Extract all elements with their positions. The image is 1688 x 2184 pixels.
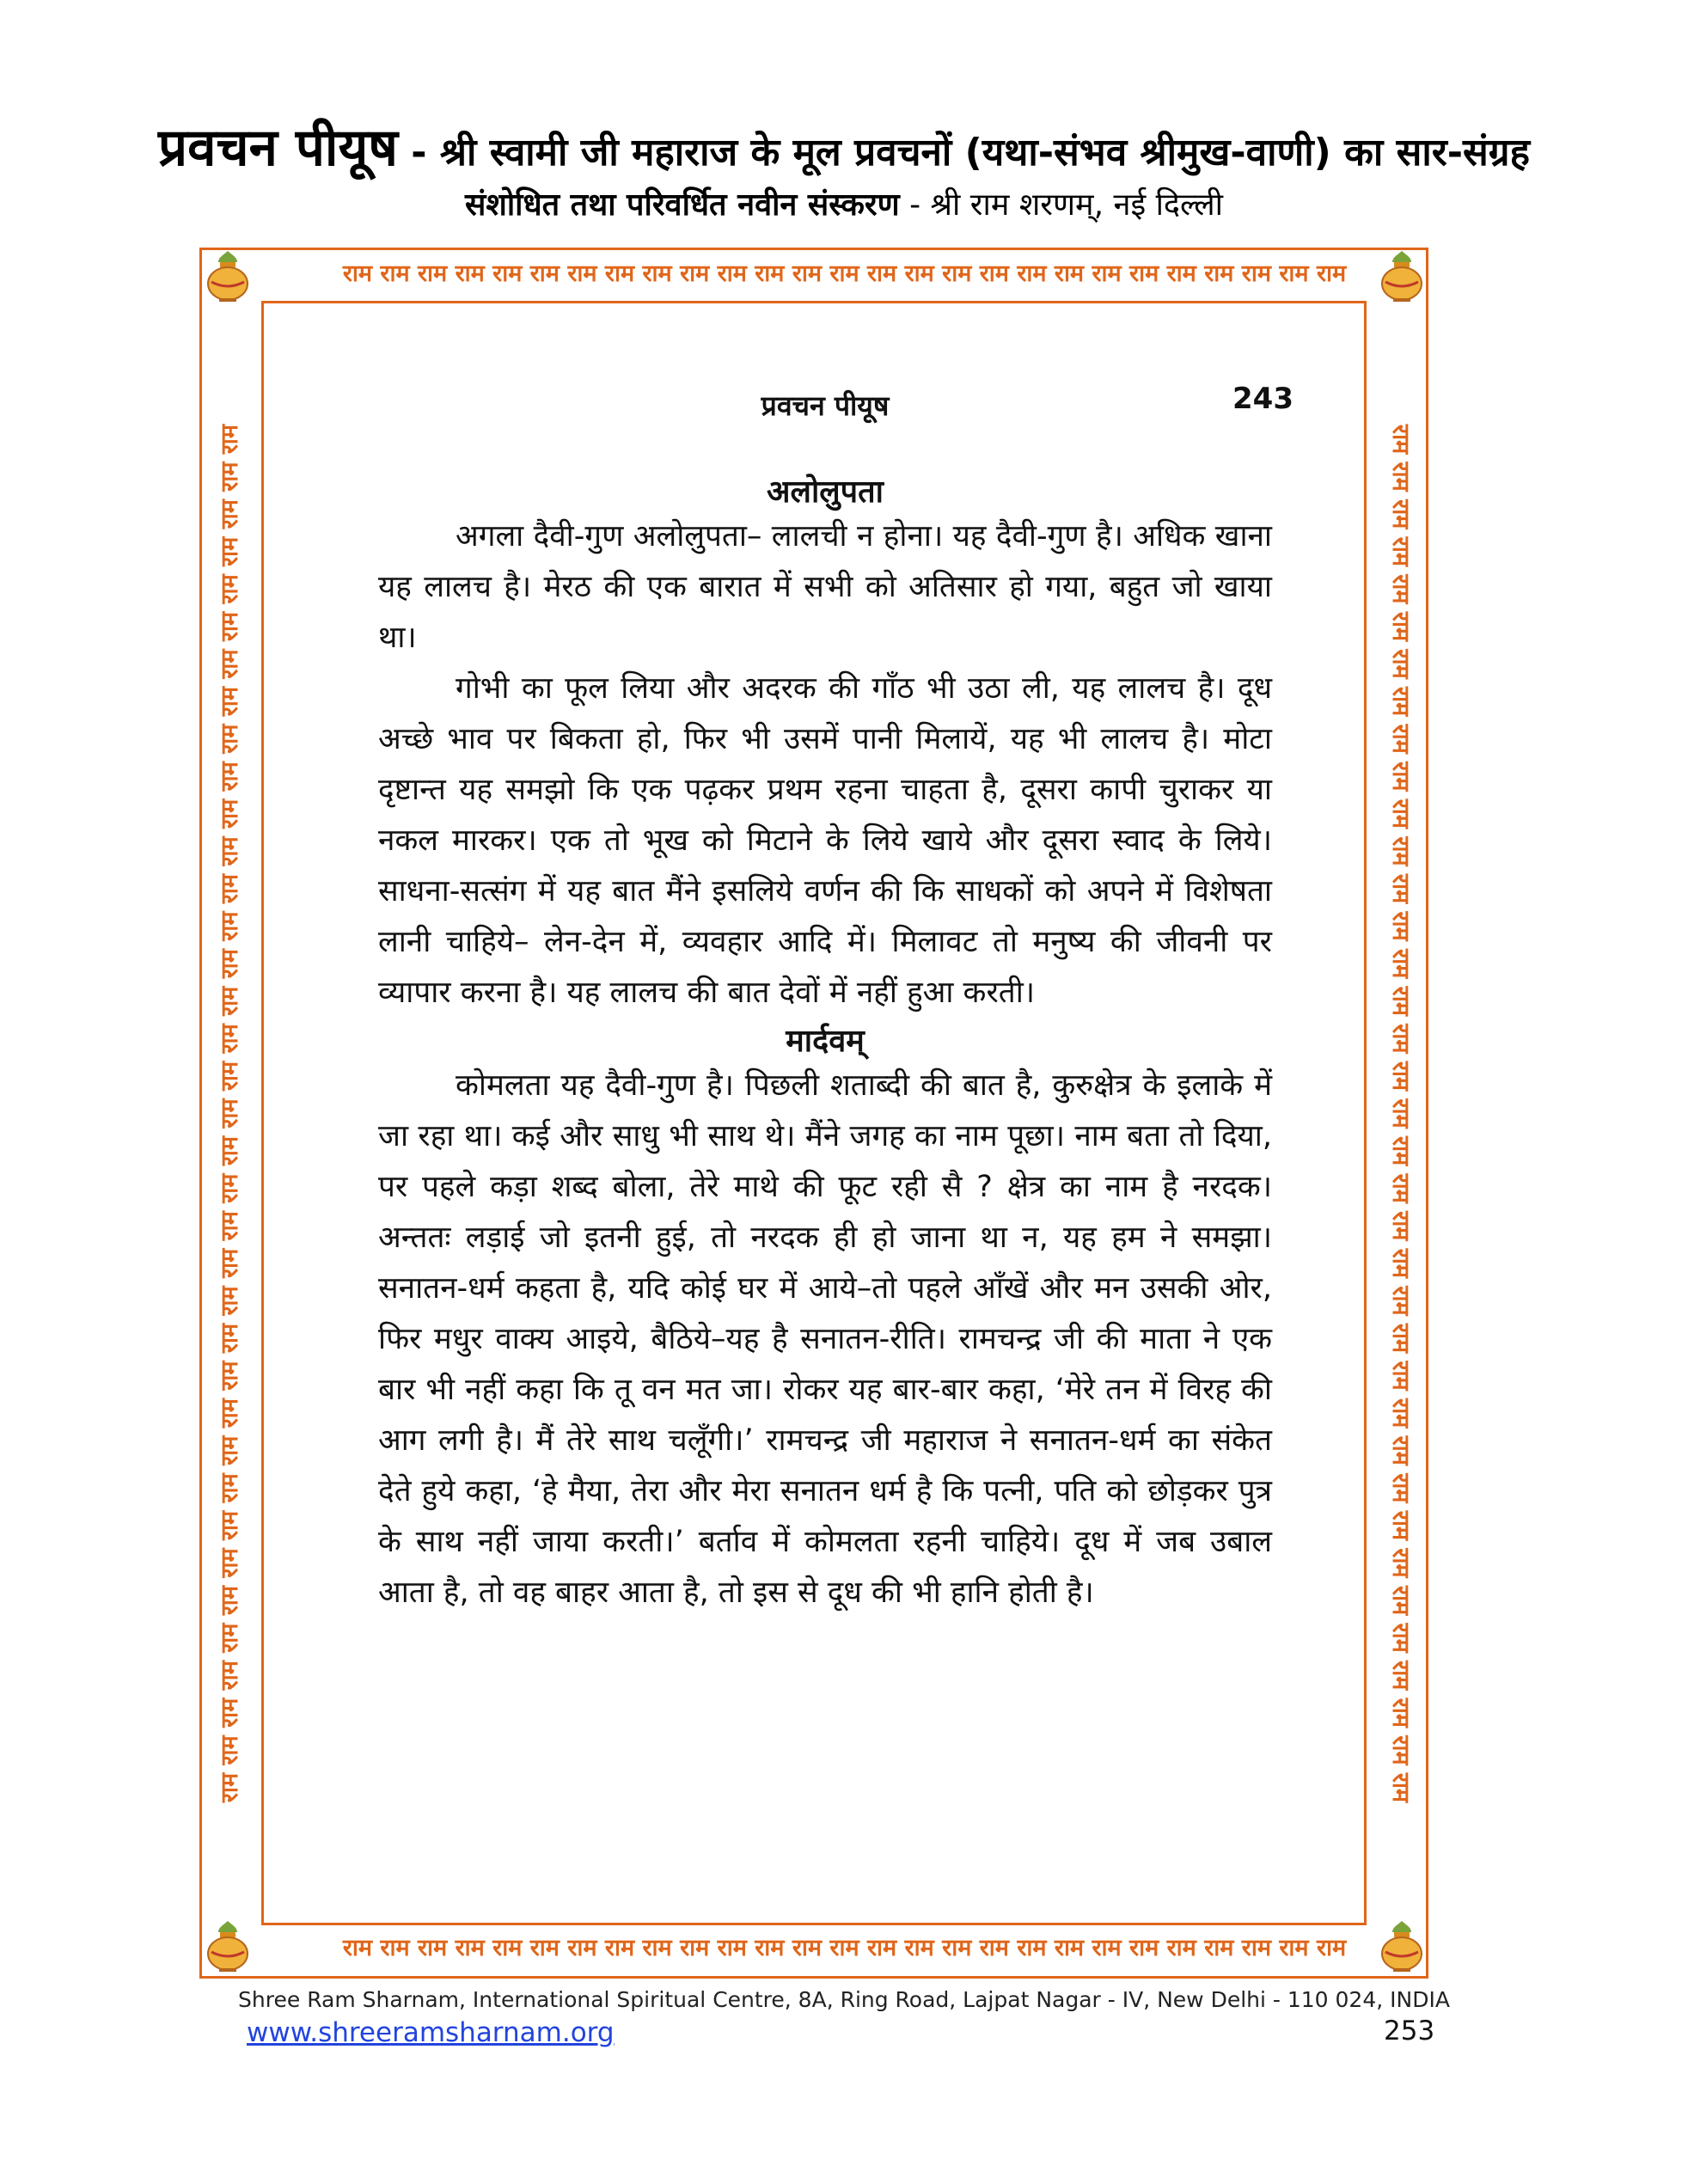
header-subtitle: - श्री स्वामी जी महाराज के मूल प्रवचनों (यथा-संभव श्रीमुख-वाणी) का सार-संग्रह bbox=[397, 131, 1530, 174]
ram-border-left-text: राम राम राम राम राम राम राम राम राम राम राम राम राम राम राम राम राम राम राम राम राम राम राम राम राम राम राम राम राम राम राम राम राम राम राम राम राम bbox=[217, 424, 244, 1802]
ram-border-left bbox=[210, 322, 248, 1904]
ram-border-top: राम राम राम राम राम राम राम राम राम राम राम राम राम राम राम राम राम राम राम राम राम राम राम राम राम राम राम bbox=[342, 260, 1347, 287]
page-content bbox=[378, 382, 1294, 1618]
paragraph: गोभी का फूल लिया और अदरक की गाँठ भी उठा ली, यह लालच है। दूध अच्छे भाव पर बिकता हो, फिर भी उसमें पानी मिलायें, यह भी लालच है। मोटा दृष्टान्त यह समझो कि एक पढ़कर प्रथम रहना चाहता है, दूसरा कापी चुराकर या नकल मारकर। एक तो भूख को मिटाने के लिये खाये और दूसरा स्वाद के लिये। साधना-सत्संग में यह बात मैंने इसलिये वर्णन की कि साधकों को अपने में विशेषता लानी चाहिये– लेन-देन में, व्यवहार आदि में। मिलावट तो मनुष्य की जीवनी पर व्यापार करना है। यह लालच की बात देवों में नहीं हुआ करती। bbox=[378, 671, 1272, 1010]
section-heading: अलोलुपता bbox=[767, 474, 884, 510]
ram-border-bottom: राम राम राम राम राम राम राम राम राम राम राम राम राम राम राम राम राम राम राम राम राम राम राम राम राम राम राम bbox=[342, 1935, 1347, 1961]
paragraph: कोमलता यह दैवी-गुण है। पिछली शताब्दी की बात है, कुरुक्षेत्र के इलाके में जा रहा था। कई और साधु भी साथ थे। मैंने जगह का नाम पूछा। नाम बता तो दिया, पर पहले कड़ा शब्द बोला, तेरे माथे की फूट रही सै ? क्षेत्र का नाम है नरदक। अन्ततः लड़ाई जो इतनी हुई, तो नरदक ही हो जाना था न, यह हम ने समझा। सनातन-धर्म कहता है, यदि कोई घर में आये–तो पहले आँखें और मन उसकी ओर, फिर मधुर वाक्य आइये, बैठिये–यह है सनातन-रीति। रामचन्द्र जी की माता ने एक बार भी नहीं कहा कि तू वन मत जा। रोकर यह बार-बार कहा, ‘मेरे तन में विरह की आग लगी है। मैं तेरे साथ चलूँगी।’ रामचन्द्र जी महाराज ने सनातन-धर्म का संकेत देते हुये कहा, ‘हे मैया, तेरा और मेरा सनातन धर्म है कि पत्नी, पति को छोड़कर पुत्र के साथ नहीं जाया करती।’ बर्ताव में कोमलता रहनी चाहिये। दूध में जब उबाल आता है, तो वह बाहर आता है, तो इस से दूध की भी हानि होती है। bbox=[378, 1068, 1272, 1610]
header-title: प्रवचन पीयूष bbox=[158, 118, 398, 178]
book-title: प्रवचन पीयूष bbox=[761, 389, 890, 422]
edition-line bbox=[0, 182, 1688, 224]
page-running-head bbox=[378, 382, 1294, 438]
book-page-number: 243 bbox=[1232, 382, 1294, 416]
ram-border-right bbox=[1384, 322, 1422, 1904]
section-heading: मार्दवम् bbox=[786, 1024, 865, 1059]
kalash-icon bbox=[1379, 249, 1425, 303]
edition-label: संशोधित तथा परिवर्धित नवीन संस्करण bbox=[465, 187, 900, 223]
edition-publisher: - श्री राम शरणम्, नई दिल्ली bbox=[899, 187, 1223, 223]
paragraph: अगला दैवी-गुण अलोलुपता– लालची न होना। यह दैवी-गुण है। अधिक खाना यह लालच है। मेरठ की एक बारात में सभी को अतिसार हो गया, बहुत जो खाया था। bbox=[378, 519, 1272, 655]
website-link[interactable]: www.shreeramsharnam.org bbox=[247, 2017, 615, 2048]
kalash-icon bbox=[205, 249, 251, 303]
kalash-icon bbox=[205, 1919, 251, 1973]
ram-border-right-text: राम राम राम राम राम राम राम राम राम राम राम राम राम राम राम राम राम राम राम राम राम राम राम राम राम राम राम राम राम राम राम राम राम राम राम राम राम bbox=[1387, 424, 1415, 1802]
document-header bbox=[0, 110, 1688, 180]
kalash-icon bbox=[1379, 1919, 1425, 1973]
pdf-page-number: 253 bbox=[1384, 2016, 1435, 2046]
footer-address: Shree Ram Sharnam, International Spiritual Centre, 8A, Ring Road, Lajpat Nagar - IV, New Delhi - 110 024, INDIA bbox=[238, 1987, 1450, 2012]
